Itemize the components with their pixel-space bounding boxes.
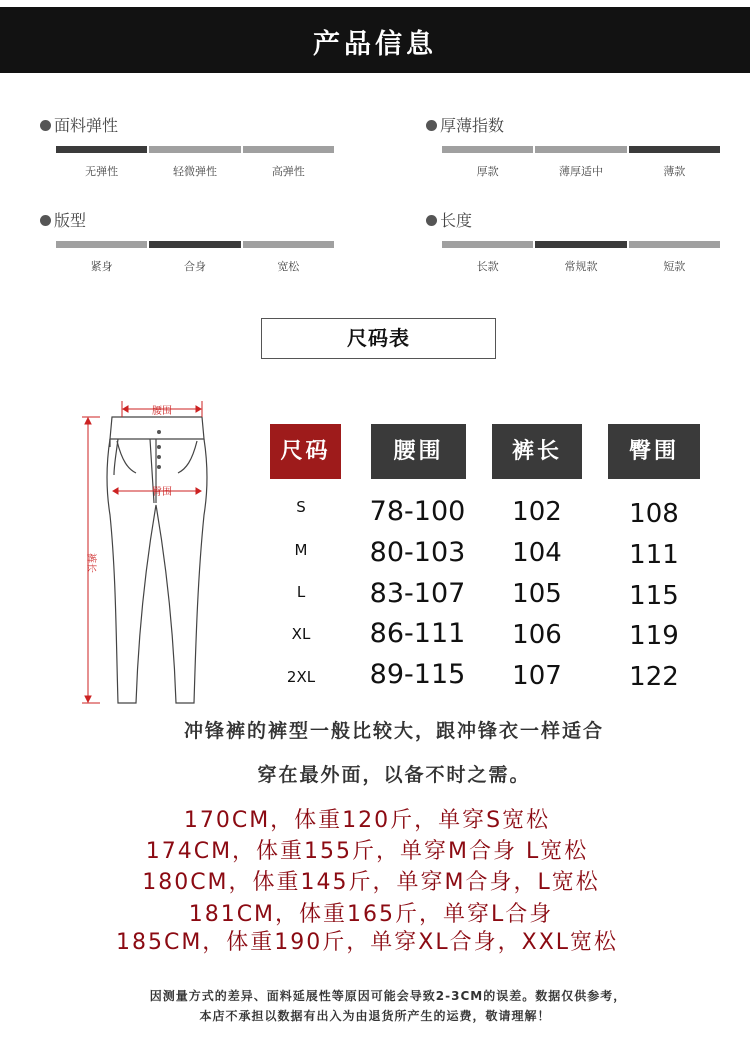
bar-segment xyxy=(442,146,533,153)
attribute-option: 无弹性 xyxy=(85,165,119,178)
attribute-options xyxy=(56,163,334,179)
hip-label: 臀围 xyxy=(152,487,172,498)
bullet-icon xyxy=(40,120,51,131)
cell-hip: 122 xyxy=(629,662,679,692)
cell-hip: 111 xyxy=(629,540,679,570)
bar-segment xyxy=(535,241,626,248)
button-icons xyxy=(157,430,161,469)
bullet-icon xyxy=(40,215,51,226)
attribute-label: 面料弹性 xyxy=(40,113,118,136)
attribute-option: 短款 xyxy=(663,260,686,273)
section-header xyxy=(0,7,750,73)
cell-length: 105 xyxy=(512,579,562,609)
cell-size: M xyxy=(294,541,308,559)
disclaimer-line: 因测量方式的差异、面料延展性等原因可能会导致2-3CM的误差。数据仅供参考， xyxy=(149,989,627,1003)
bar-segment xyxy=(243,241,334,248)
button-icon xyxy=(157,445,161,449)
bullet-icon xyxy=(426,215,437,226)
recommendation-line: 181CM，体重165斤，单穿L合身 xyxy=(188,902,554,927)
bar-segment xyxy=(56,146,147,153)
recommendation-line: 170CM，体重120斤，单穿S宽松 xyxy=(183,808,551,833)
bar-segment xyxy=(243,146,334,153)
cell-hip: 108 xyxy=(629,499,679,529)
attribute-label: 厚薄指数 xyxy=(426,113,504,136)
bar-segment xyxy=(149,146,240,153)
attribute-option: 轻微弹性 xyxy=(172,165,217,178)
button-icon xyxy=(157,455,161,459)
attribute-options xyxy=(442,163,720,179)
attribute-bar xyxy=(442,241,720,248)
cell-length: 104 xyxy=(512,538,562,568)
description-line: 冲锋裤的裤型一般比较大，跟冲锋衣一样适合 xyxy=(183,720,604,742)
cell-size: L xyxy=(296,583,306,601)
cell-size: 2XL xyxy=(286,668,316,686)
recommendation-line: 174CM，体重155斤，单穿M合身 L宽松 xyxy=(145,839,589,864)
recommendation-line: 185CM，体重190斤，单穿XL合身，XXL宽松 xyxy=(115,930,619,955)
waist-label: 腰围 xyxy=(152,406,172,417)
attribute-option: 高弹性 xyxy=(271,165,305,178)
bar-segment xyxy=(149,241,240,248)
pants-diagram xyxy=(70,395,210,715)
bar-segment xyxy=(629,146,720,153)
header-waist: 腰围 xyxy=(371,424,466,479)
cell-waist: 80-103 xyxy=(369,537,466,568)
cell-size: S xyxy=(296,498,306,516)
attribute-bar xyxy=(442,146,720,153)
attribute-bar xyxy=(56,146,334,153)
cell-length: 102 xyxy=(512,497,562,527)
bar-segment xyxy=(442,241,533,248)
cell-hip: 119 xyxy=(629,621,679,651)
cell-waist: 89-115 xyxy=(369,659,466,690)
bar-segment xyxy=(56,241,147,248)
attribute-options xyxy=(56,258,334,274)
pants-outline xyxy=(107,417,207,703)
header-hip: 臀围 xyxy=(608,424,700,479)
bar-segment xyxy=(629,241,720,248)
description-line: 穿在最外面，以备不时之需。 xyxy=(257,764,531,786)
attribute-option: 紧身 xyxy=(90,260,113,273)
cell-length: 107 xyxy=(512,661,562,691)
attribute-option: 常规款 xyxy=(564,260,598,273)
disclaimer-line: 本店不承担以数据有出入为由退货所产生的运费，敬请理解！ xyxy=(199,1009,551,1023)
cell-hip: 115 xyxy=(629,581,679,611)
section-title: 产品信息 xyxy=(313,29,437,60)
attribute-options xyxy=(442,258,720,274)
cell-waist: 78-100 xyxy=(369,496,466,527)
attribute-label: 长度 xyxy=(426,208,472,231)
cell-size: XL xyxy=(291,625,311,643)
button-icon xyxy=(157,430,161,434)
length-label: 裤长 xyxy=(85,553,96,573)
cell-length: 106 xyxy=(512,620,562,650)
cell-waist: 86-111 xyxy=(369,618,466,649)
attribute-bar xyxy=(56,241,334,248)
recommendation-line: 180CM，体重145斤，单穿M合身，L宽松 xyxy=(142,870,600,895)
attribute-option: 厚款 xyxy=(476,165,499,178)
header-length: 裤长 xyxy=(492,424,582,479)
header-size: 尺码 xyxy=(270,424,341,479)
attribute-option: 宽松 xyxy=(277,260,300,273)
bullet-icon xyxy=(426,120,437,131)
cell-waist: 83-107 xyxy=(369,578,466,609)
bar-segment xyxy=(535,146,626,153)
size-chart-title: 尺码表 xyxy=(261,318,496,359)
attribute-option: 长款 xyxy=(476,260,499,273)
attribute-option: 合身 xyxy=(183,260,206,273)
attribute-option: 薄款 xyxy=(663,165,686,178)
attribute-label: 版型 xyxy=(40,208,86,231)
attribute-option: 薄厚适中 xyxy=(558,165,603,178)
button-icon xyxy=(157,465,161,469)
